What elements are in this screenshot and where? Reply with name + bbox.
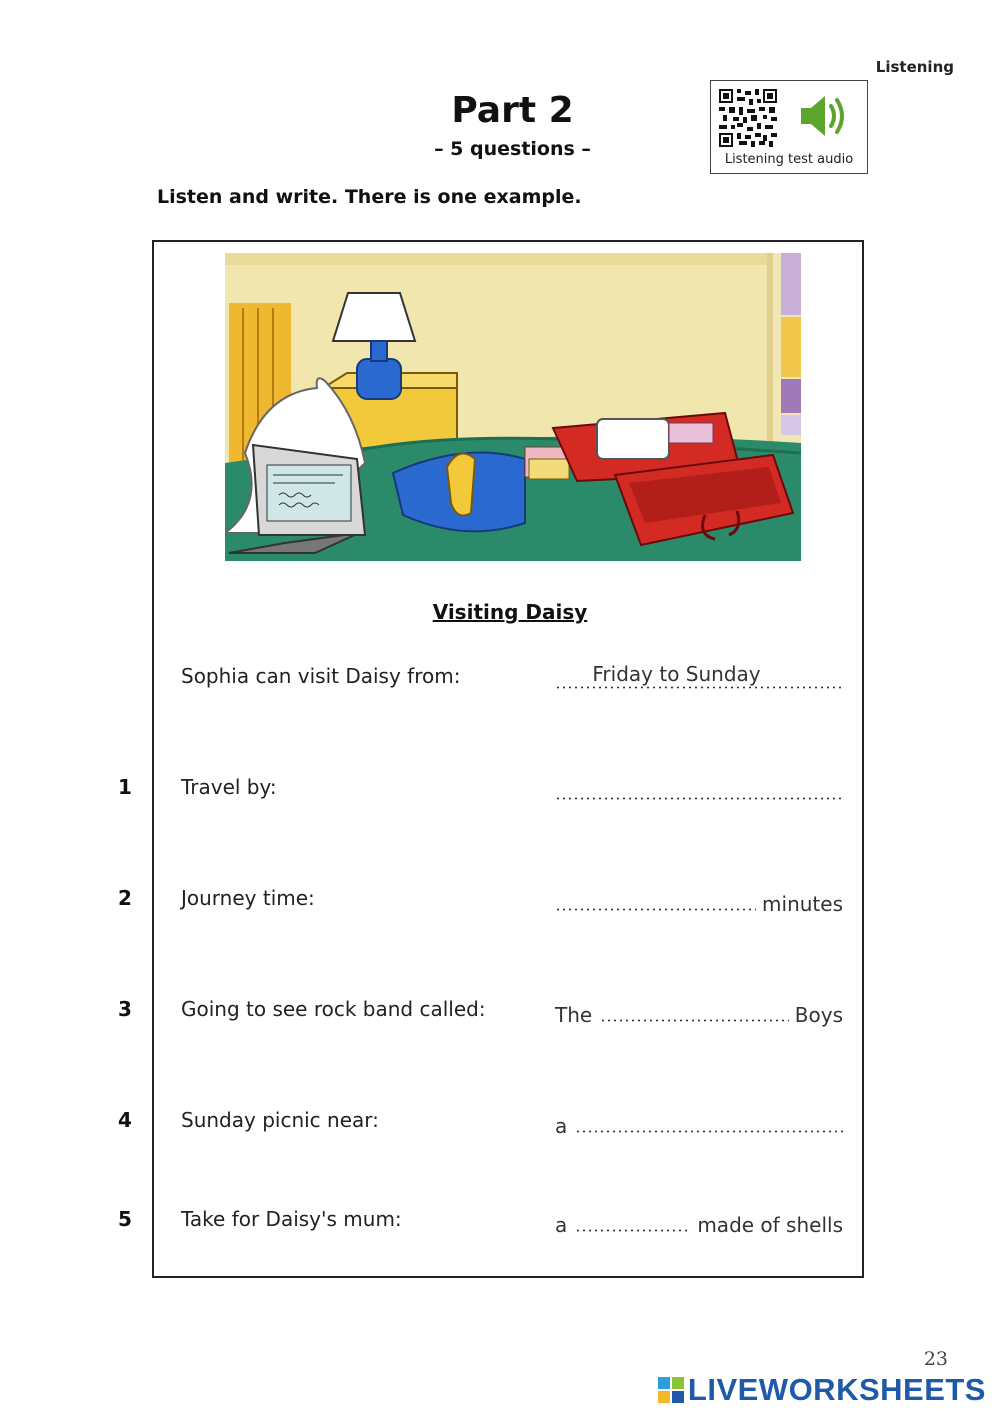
dotted-line — [575, 1130, 843, 1133]
answer-prefix: a — [555, 1114, 568, 1138]
answer-suffix: Boys — [794, 1003, 843, 1027]
example-prompt: Sophia can visit Daisy from: — [181, 664, 461, 688]
part-title: Part 2 — [451, 90, 574, 131]
answer-suffix: minutes — [762, 892, 843, 916]
question-prompt: Journey time: — [181, 886, 315, 910]
bedroom-illustration — [225, 253, 801, 561]
qr-code-icon[interactable] — [719, 89, 777, 147]
question-prompt: Sunday picnic near: — [181, 1108, 379, 1132]
answer-field-3[interactable] — [555, 993, 843, 1027]
answer-prefix: a — [555, 1213, 568, 1237]
dotted-line — [555, 686, 843, 689]
question-prompt: Going to see rock band called: — [181, 997, 486, 1021]
answer-suffix: made of shells — [697, 1213, 843, 1237]
dotted-line — [555, 797, 843, 800]
answer-prefix: The — [555, 1003, 593, 1027]
liveworksheets-logo-icon — [658, 1377, 684, 1403]
question-row-3 — [0, 993, 1000, 1033]
dotted-line — [555, 908, 756, 911]
example-row — [0, 660, 1000, 700]
question-number: 3 — [118, 997, 132, 1021]
dotted-line — [600, 1019, 789, 1022]
answer-field-4[interactable] — [555, 1104, 843, 1138]
answer-field-5[interactable] — [555, 1203, 843, 1237]
example-answer: Friday to Sunday — [592, 662, 761, 686]
sheet-title: Visiting Daisy — [432, 600, 588, 624]
question-row-1 — [0, 771, 1000, 811]
question-prompt: Take for Daisy's mum: — [181, 1207, 402, 1231]
question-number: 4 — [118, 1108, 132, 1132]
question-number: 2 — [118, 886, 132, 910]
dotted-line — [575, 1229, 691, 1232]
section-label: Listening — [875, 58, 954, 76]
question-row-5 — [0, 1203, 1000, 1243]
question-number: 1 — [118, 775, 132, 799]
answer-field-2[interactable] — [555, 882, 843, 916]
answer-field-1[interactable] — [555, 771, 843, 805]
speaker-icon[interactable] — [797, 91, 851, 141]
question-row-4 — [0, 1104, 1000, 1144]
instruction: Listen and write. There is one example. — [157, 186, 582, 208]
audio-link-box[interactable] — [710, 80, 868, 174]
example-answer-field — [555, 660, 843, 694]
part-subtitle: – 5 questions – — [434, 138, 591, 160]
question-row-2 — [0, 882, 1000, 922]
question-prompt: Travel by: — [181, 775, 277, 799]
liveworksheets-brand[interactable] — [658, 1372, 986, 1408]
audio-caption: Listening test audio — [724, 152, 854, 167]
brand-name: LIVEWORKSHEETS — [687, 1372, 986, 1407]
page-number: 23 — [923, 1348, 948, 1370]
question-number: 5 — [118, 1207, 132, 1231]
